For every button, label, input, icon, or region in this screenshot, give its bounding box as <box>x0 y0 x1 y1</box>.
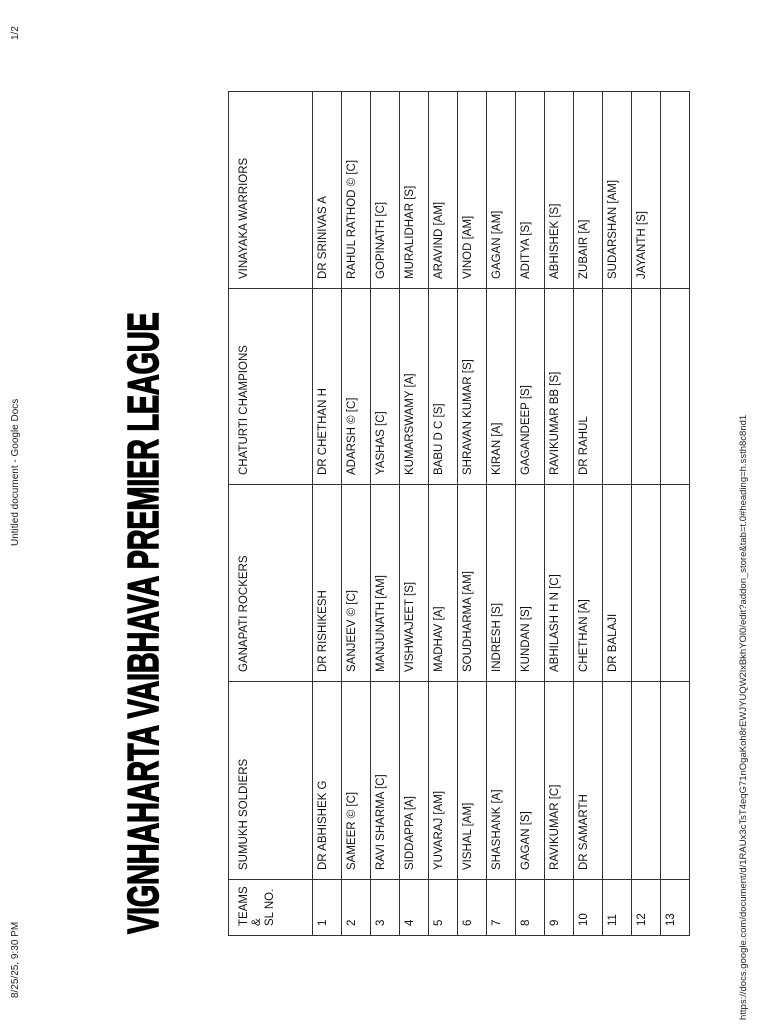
print-url: https://docs.google.com/document/d/1RAUx3cTsT4eqG71nOgaKoh8rEWJYUQW2lxBkhYOl0/edit?addon_store&tab=t.0#heading=h.ssth8c8nd1 <box>738 414 749 1020</box>
player-cell: ABHILASH H N [C] <box>545 485 574 682</box>
player-cell: VINOD [AM] <box>458 92 487 289</box>
table-row <box>400 92 429 936</box>
player-cell: SHRAVAN KUMAR [S] <box>458 289 487 485</box>
player-cell: DR SAMARTH <box>574 682 603 880</box>
team-header: CHATURTI CHAMPIONS <box>229 289 313 485</box>
player-cell: DR BALAJI <box>603 485 632 682</box>
sl-number: 1 <box>313 880 342 936</box>
player-cell <box>661 682 690 880</box>
table-row <box>661 92 690 936</box>
player-cell: SUDARSHAN [AM] <box>603 92 632 289</box>
table-row <box>516 92 545 936</box>
player-cell: DR RISHIKESH <box>313 485 342 682</box>
player-cell <box>603 682 632 880</box>
player-cell <box>632 485 661 682</box>
table-header-row <box>229 92 313 936</box>
table-row <box>574 92 603 936</box>
table-row <box>313 92 342 936</box>
player-cell <box>661 289 690 485</box>
sl-number: 6 <box>458 880 487 936</box>
player-cell: ADARSH © [C] <box>342 289 371 485</box>
print-page-number: 1/2 <box>10 26 21 40</box>
player-cell: SANJEEV © [C] <box>342 485 371 682</box>
sl-number: 12 <box>632 880 661 936</box>
team-header: SUMUKH SOLDIERS <box>229 682 313 880</box>
sl-number: 4 <box>400 880 429 936</box>
player-cell: CHETHAN [A] <box>574 485 603 682</box>
team-header: GANAPATI ROCKERS <box>229 485 313 682</box>
player-cell: SHASHANK [A] <box>487 682 516 880</box>
sl-number: 2 <box>342 880 371 936</box>
table-row <box>603 92 632 936</box>
player-cell: ZUBAIR [A] <box>574 92 603 289</box>
player-cell: DR RAHUL <box>574 289 603 485</box>
player-cell <box>632 682 661 880</box>
player-cell: BABU D C [S] <box>429 289 458 485</box>
table-row <box>429 92 458 936</box>
player-cell: SOUDHARMA [AM] <box>458 485 487 682</box>
player-cell: KIRAN [A] <box>487 289 516 485</box>
sl-number: 9 <box>545 880 574 936</box>
sl-number: 7 <box>487 880 516 936</box>
player-cell: SAMEER © [C] <box>342 682 371 880</box>
sl-number: 10 <box>574 880 603 936</box>
table-row <box>545 92 574 936</box>
player-cell: ARAVIND [AM] <box>429 92 458 289</box>
player-cell: GOPINATH [C] <box>371 92 400 289</box>
player-cell <box>661 92 690 289</box>
player-cell: VISHWAJEET [S] <box>400 485 429 682</box>
player-cell: RAVIKUMAR BB [S] <box>545 289 574 485</box>
player-cell: VISHAL [AM] <box>458 682 487 880</box>
player-cell: MURALIDHAR [S] <box>400 92 429 289</box>
player-cell: YASHAS [C] <box>371 289 400 485</box>
player-cell: ABHISHEK [S] <box>545 92 574 289</box>
sl-number: 5 <box>429 880 458 936</box>
table-row <box>342 92 371 936</box>
print-datetime: 8/25/25, 9:30 PM <box>10 921 21 998</box>
player-cell: INDRESH [S] <box>487 485 516 682</box>
player-cell: YUVARAJ [AM] <box>429 682 458 880</box>
table-row <box>632 92 661 936</box>
team-roster-table <box>228 91 690 936</box>
player-cell: DR CHETHAN H <box>313 289 342 485</box>
team-header: VINAYAKA WARRIORS <box>229 92 313 289</box>
document-title: VIGNHAHARTA VAIBHAVA PREMIER LEAGUE <box>119 312 168 934</box>
player-cell <box>661 485 690 682</box>
player-cell <box>632 289 661 485</box>
player-cell: ADITYA [S] <box>516 92 545 289</box>
player-cell: KUNDAN [S] <box>516 485 545 682</box>
player-cell: GAGAN [AM] <box>487 92 516 289</box>
player-cell: KUMARSWAMY [A] <box>400 289 429 485</box>
player-cell: MANJUNATH [AM] <box>371 485 400 682</box>
sl-number: 11 <box>603 880 632 936</box>
sl-number: 13 <box>661 880 690 936</box>
table-row <box>487 92 516 936</box>
sl-number: 3 <box>371 880 400 936</box>
player-cell: DR ABHISHEK G <box>313 682 342 880</box>
table-row <box>458 92 487 936</box>
player-cell: JAYANTH [S] <box>632 92 661 289</box>
table-row <box>371 92 400 936</box>
player-cell: RAVI SHARMA [C] <box>371 682 400 880</box>
player-cell: MADHAV [A] <box>429 485 458 682</box>
print-doc-title: Untitled document - Google Docs <box>10 398 21 546</box>
player-cell: SIDDAPPA [A] <box>400 682 429 880</box>
sl-number: 8 <box>516 880 545 936</box>
player-cell: DR SRINIVAS A <box>313 92 342 289</box>
player-cell: RAVIKUMAR [C] <box>545 682 574 880</box>
player-cell: RAHUL RATHOD © [C] <box>342 92 371 289</box>
player-cell <box>603 289 632 485</box>
player-cell: GAGANDEEP [S] <box>516 289 545 485</box>
player-cell: GAGAN [S] <box>516 682 545 880</box>
header-teams-sl: TEAMS & SL NO. <box>229 880 313 936</box>
